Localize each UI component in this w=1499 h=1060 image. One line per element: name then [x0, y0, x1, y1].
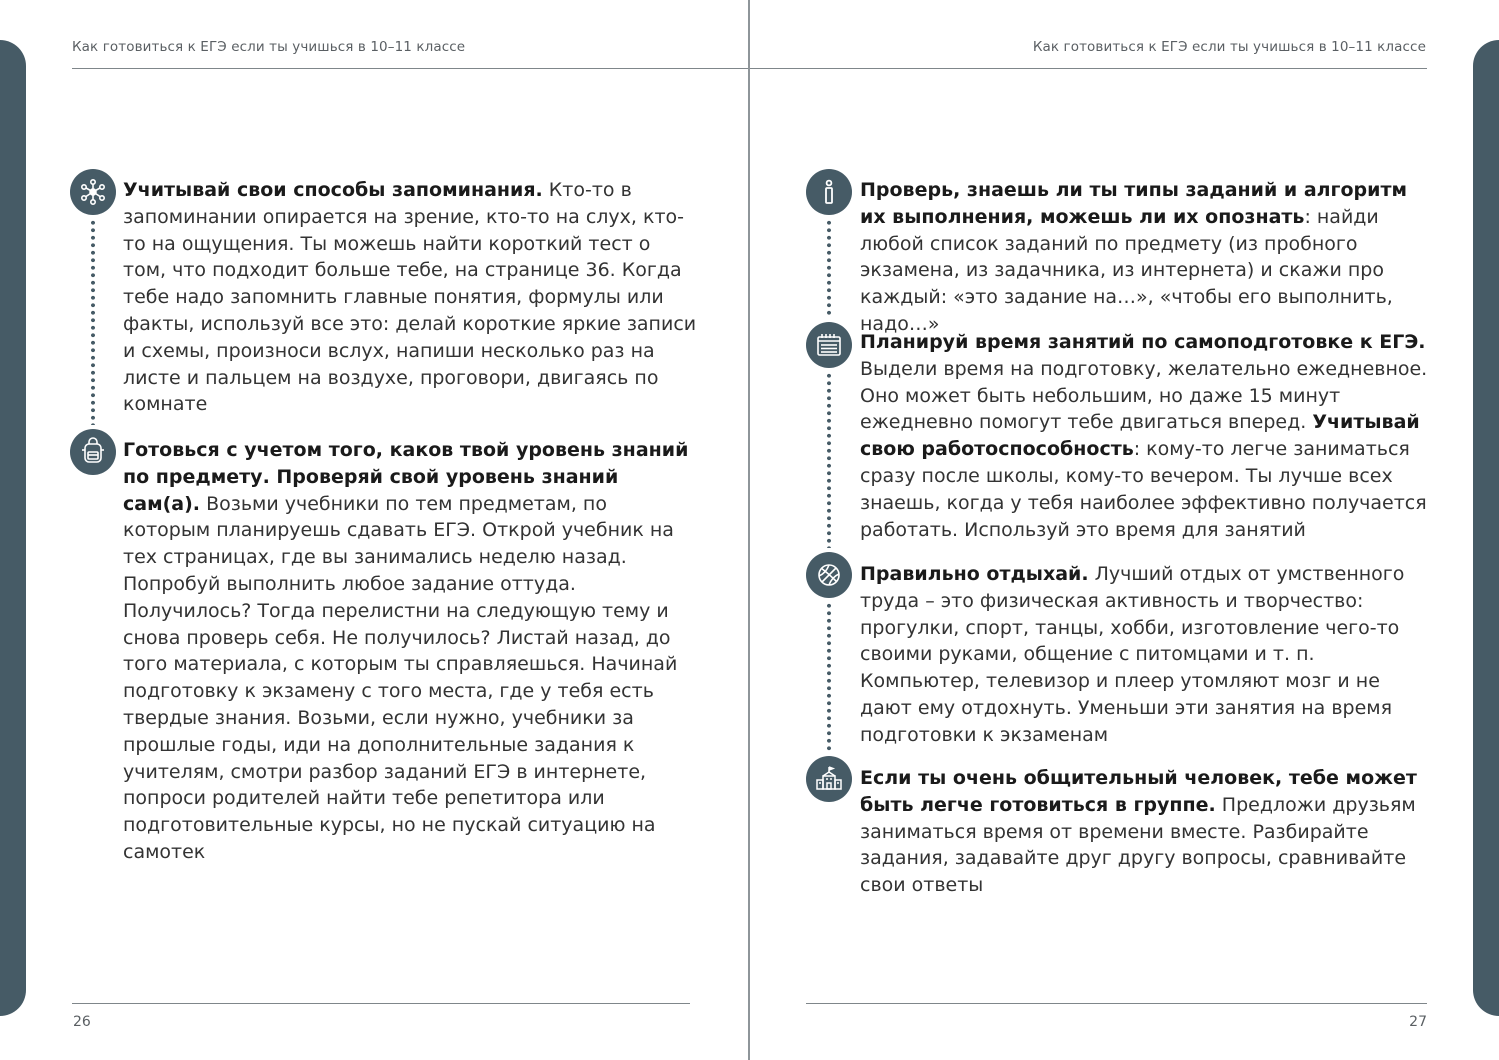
tip-body: Кто-то в запоминании опирается на зрение, кто-то на слух, кто-то на ощущения. Ты можешь найти короткий тест о том, что подходит больше тебе, на странице 36. Когда тебе надо запомнить главные понятия, формулы или факты, используй все это: делай короткие яркие записи и схемы, произноси вслух, напиши несколько раз на листе и пальцем на воздухе, проговори, двигаясь по комнате: [123, 179, 697, 416]
calendar-icon: [806, 322, 852, 368]
tip-body: Предложи друзьям заниматься время от времени вместе. Разбирайте задания, задавайте друг другу вопросы, сравнивайте свои ответы: [860, 793, 1416, 897]
footer-rule-left: [72, 1003, 690, 1004]
page-number-left: 26: [73, 1014, 91, 1030]
timeline-connector: [827, 602, 831, 752]
tip-memory-styles: [123, 177, 698, 418]
backpack-icon: [70, 429, 116, 475]
tip-lead: Планируй время занятий по самоподготовке к ЕГЭ.: [860, 331, 1426, 353]
basketball-icon: [806, 552, 852, 598]
tip-lead: Проверь, знаешь ли ты типы заданий и алгоритм их выполнения, можешь ли их опознать: [860, 179, 1407, 228]
page-number-right: 27: [1409, 1014, 1427, 1030]
tip-body: Выдели время на подготовку, желательно ежедневное. Оно может быть небольшим, но даже 15 минут ежедневно помогут тебе двигаться вперед.: [860, 357, 1428, 434]
left-edge-tab: [0, 40, 26, 1016]
tip-task-types: [860, 177, 1430, 338]
header-rule-right: [750, 68, 1427, 69]
tip-body: Возьми учебники по тем предметам, по которым планируешь сдавать ЕГЭ. Открой учебник на тех страницах, где вы занимались неделю назад. Попробуй выполнить любое задание оттуда. Получилось? Тогда перелистни на следующую тему и снова проверь себя. Не получилось? Листай назад, до того материала, с которым ты справляешься. Начинай подготовку к экзамену с того места, где у тебя есть твердые знания. Возьми, если нужно, учебники за прошлые годы, иди на дополнительные задания к учителям, смотри разбор заданий ЕГЭ в интернете, попроси родителей найти тебе репетитора или подготовительные курсы, но не пускай ситуацию на самотек: [123, 492, 678, 863]
tip-lead: Готовься с учетом того, каков твой уровень знаний по предмету. Проверяй свой уровень знаний сам(а).: [123, 439, 689, 515]
tip-group-study: [860, 765, 1430, 899]
header-rule-left: [72, 68, 748, 69]
tip-plan-time: [860, 329, 1430, 543]
running-head-left: Как готовиться к ЕГЭ если ты учишься в 10–11 классе: [72, 39, 466, 55]
network-icon: [70, 169, 116, 215]
timeline-connector: [827, 219, 831, 318]
footer-rule-right: [806, 1003, 1427, 1004]
running-head-right: Как готовиться к ЕГЭ если ты учишься в 10–11 классе: [1032, 39, 1426, 55]
tip-lead: Если ты очень общительный человек, тебе может быть легче готовиться в группе.: [860, 767, 1417, 816]
book-spine: [748, 0, 750, 1060]
tip-lead: Правильно отдыхай.: [860, 563, 1089, 585]
tip-lead: Учитывай свои способы запоминания.: [123, 179, 543, 201]
tip-rest: [860, 561, 1430, 749]
tip-body: : найди любой список заданий по предмету (из пробного экзамена, из задачника, из интернета) и скажи про каждый: «это задание на…», «чтобы его выполнить, надо…»: [860, 205, 1393, 335]
right-edge-tab: [1473, 40, 1499, 1016]
school-building-icon: [806, 756, 852, 802]
tip-knowledge-level: [123, 437, 698, 866]
tip-body: Лучший отдых от умственного труда – это физическая активность и творчество: прогулки, спорт, танцы, хобби, изготовление чего-то своими руками, общение с питомцами и т. п. Компьютер, телевизор и плеер утомляют мозг и не дают ему отдохнуть. Уменьши эти занятия на время подготовки к экзаменам: [860, 563, 1405, 746]
tip-lead-secondary: Учитывай свою работоспособность: [860, 411, 1420, 461]
timeline-connector: [827, 372, 831, 548]
timeline-connector: [91, 219, 95, 425]
info-icon: [806, 169, 852, 215]
tip-body-secondary: : кому-то легче заниматься сразу после школы, кому-то вечером. Ты лучше всех знаешь, когда у тебя наиболее эффективно получается работать. Используй это время для занятий: [860, 438, 1427, 541]
